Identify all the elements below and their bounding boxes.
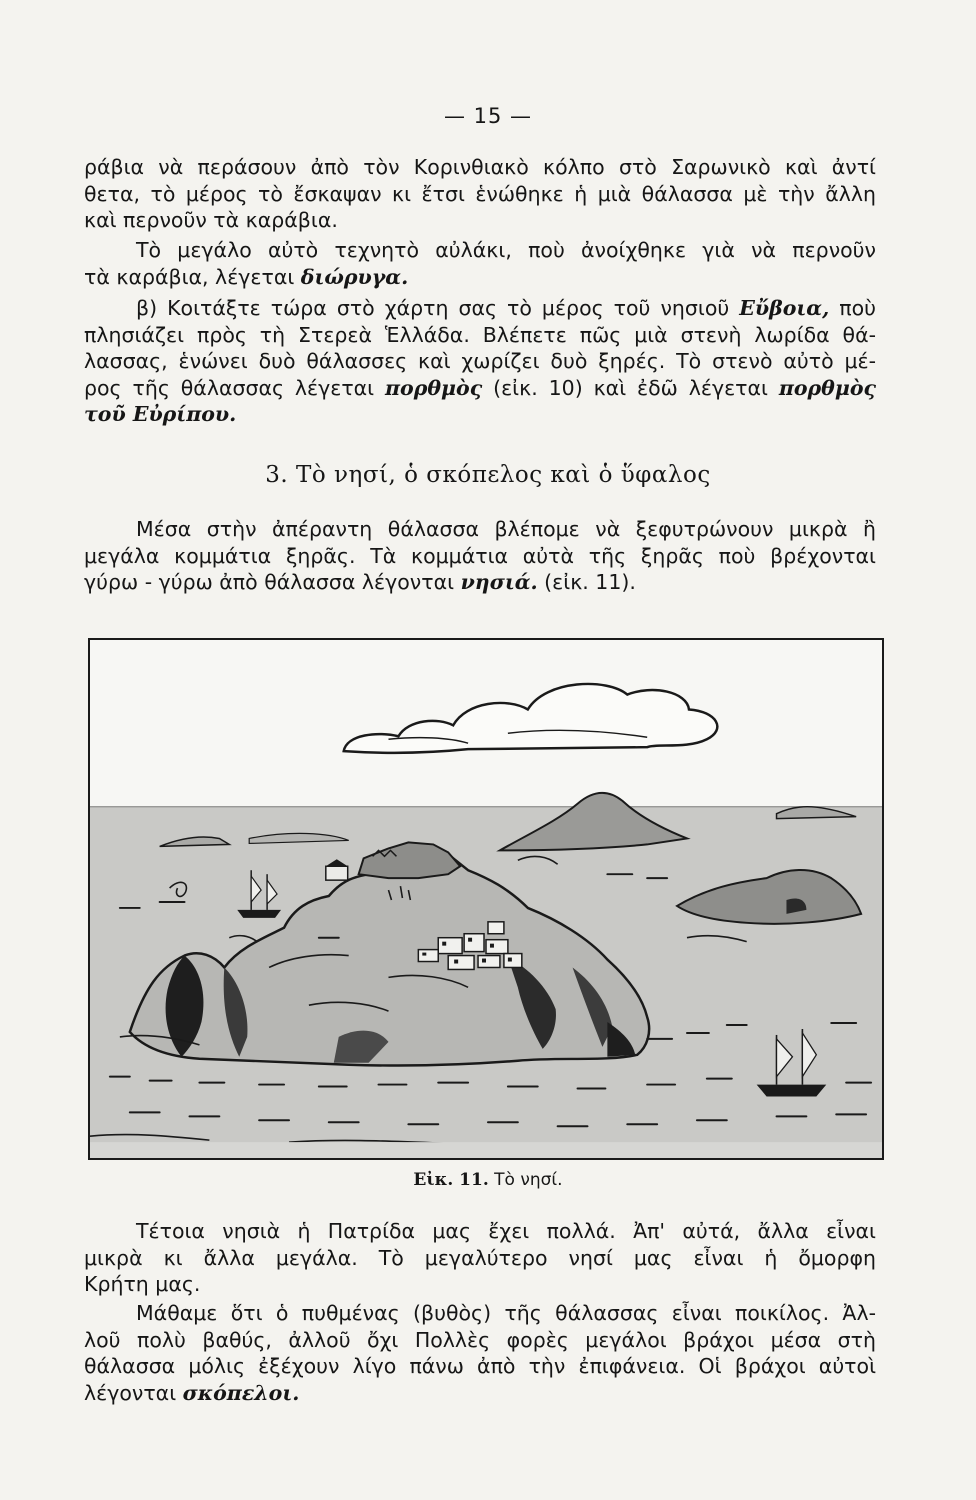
- text-line: λοῦ πολὺ βαθύς, ἀλλοῦ ὄχι Πολλὲς φορὲς μεγάλοι βράχοι μέσα στὴ: [84, 1327, 876, 1352]
- text-line: Μάθαμε ὅτι ὁ πυθμένας (βυθὸς) τῆς θάλασσας εἶναι ποικίλος. Ἀλ-: [136, 1301, 876, 1325]
- text-line: μεγάλα κομμάτια ξηρᾶς. Τὰ κομμάτια αὐτὰ τῆς ξηρᾶς ποὺ βρέχονται: [84, 543, 876, 568]
- paragraph-corinth-canal: [84, 154, 876, 234]
- term-islands: νησιά.: [460, 570, 538, 595]
- text-run: λέγονται: [84, 1380, 183, 1405]
- text-run: γύρω - γύρω ἀπὸ θάλασσα λέγονται: [84, 570, 461, 595]
- caption-number: Εἰκ. 11.: [413, 1170, 489, 1190]
- text-run: ρος τῆς θάλασσας λέγεται: [84, 375, 386, 400]
- text-line: Μέσα στὴν ἀπέραντη θάλασσα βλέπομε νὰ ξεφυτρώνουν μικρὰ ἢ: [136, 517, 876, 541]
- text-line: Κρήτη μας.: [84, 1272, 201, 1297]
- section-heading: 3. Τὸ νησί, ὁ σκόπελος καὶ ὁ ὕφαλος: [265, 462, 711, 488]
- text-line: [84, 1380, 876, 1407]
- text-run: (εἰκ. 11).: [537, 570, 636, 595]
- page-number: — 15 —: [443, 104, 533, 128]
- text-line: θάλασσα μόλις ἐξέχουν λίγο πάνω ἀπὸ τὴν ἐπιφάνεια. Οἱ βράχοι αὐτοὶ: [84, 1354, 876, 1379]
- term-skerries: σκόπελοι.: [182, 1380, 300, 1405]
- text-run: (εἰκ. 10) καὶ ἐδῶ λέγεται: [482, 375, 779, 400]
- island-drawing: [90, 640, 882, 1158]
- text-run: τὰ καράβια, λέγεται: [84, 264, 301, 289]
- text-line: [84, 295, 876, 322]
- text-line: θετα, τὸ μέρος τὸ ἔσκαψαν κι ἔτσι ἑνώθηκε ἡ μιὰ θάλασσα μὲ τὴν ἄλλη: [84, 181, 876, 206]
- paragraph-greek-islands: [84, 1218, 876, 1298]
- text-line: [84, 375, 876, 402]
- text-line: ράβια νὰ περάσουν ἀπὸ τὸν Κορινθιακὸ κόλπο στὸ Σαρωνικὸ καὶ ἀντί: [84, 155, 876, 179]
- paragraph-reefs: [84, 1300, 876, 1406]
- text-line: [84, 569, 876, 596]
- term-strait: πορθμὸς: [385, 375, 483, 400]
- text-line: πλησιάζει πρὸς τὴ Στερεὰ Ἑλλάδα. Βλέπετε πῶς μιὰ στενὴ λωρίδα θά-: [84, 322, 876, 347]
- text-line: [84, 264, 876, 291]
- paragraph-strait: [84, 295, 876, 428]
- text-run: ποὺ: [829, 296, 876, 320]
- caption-text: Τὸ νησί.: [488, 1170, 563, 1190]
- paragraph-canal-definition: [84, 237, 876, 290]
- text-line: [84, 401, 876, 428]
- text-line: λασσας, ἑνώνει δυὸ θάλασσες καὶ χωρίζει δυὸ ξηρές. Τὸ στενὸ αὐτὸ μέ-: [84, 349, 876, 374]
- paragraph-islands: [84, 516, 876, 596]
- island-illustration: [88, 638, 884, 1160]
- text-line: Τὸ μεγάλο αὐτὸ τεχνητὸ αὐλάκι, ποὺ ἀνοίχθηκε γιὰ νὰ περνοῦν: [136, 238, 876, 262]
- text-run: β) Κοιτάξτε τώρα στὸ χάρτη σας τὸ μέρος τοῦ νησιοῦ: [136, 296, 740, 320]
- text-line: Τέτοια νησιὰ ἡ Πατρίδα μας ἔχει πολλά. Ἀπ' αὐτά, ἄλλα εἶναι: [136, 1219, 876, 1243]
- term-canal: διώρυγα.: [300, 264, 409, 289]
- text-line: μικρὰ κι ἄλλα μεγάλα. Τὸ μεγαλύτερο νησί μας εἶναι ἡ ὄμορφη: [84, 1245, 876, 1270]
- term-strait: πορθμὸς: [778, 375, 877, 400]
- text-line: καὶ περνοῦν τὰ καράβια.: [84, 208, 338, 233]
- term-evia: Εὔβοια,: [739, 296, 830, 320]
- term-euripus: τοῦ Εὐρίπου.: [84, 402, 237, 427]
- figure-caption: [0, 1170, 976, 1190]
